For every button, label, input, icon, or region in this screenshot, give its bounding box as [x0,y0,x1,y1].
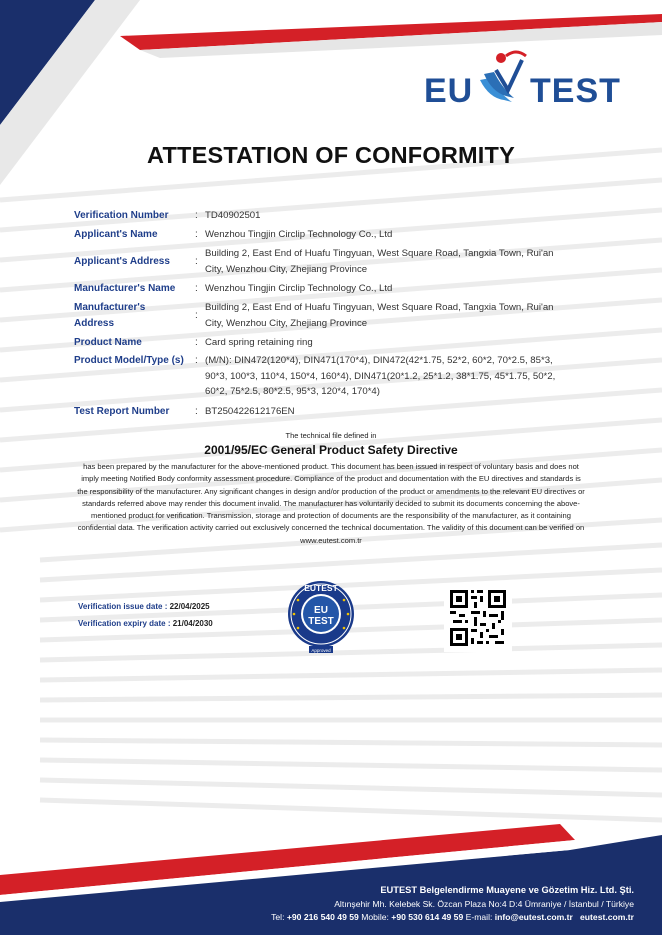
issue-date-label: Verification issue date [78,602,163,611]
footer-mobile: +90 530 614 49 59 [391,912,464,922]
verification-issue-date: Verification issue date : 22/04/2025 [78,602,210,611]
qr-code [444,584,512,652]
footer-company: EUTEST Belgelendirme Muayene ve Gözetim Hiz. Ltd. Şti. [380,885,634,895]
directive-title: 2001/95/EC General Product Safety Directive [204,443,458,457]
field-colon: : [195,310,198,321]
field-label: Verification Number [74,210,169,221]
field-colon: : [195,337,198,348]
logo-book-icon [474,50,529,110]
seal-center-bottom: TEST [308,616,334,627]
field-label: Manufacturer's Address [74,302,146,329]
field-colon: : [195,355,198,366]
issue-date-value: 22/04/2025 [169,602,210,611]
page-title: ATTESTATION OF CONFORMITY [147,142,515,168]
field-colon: : [195,406,198,417]
footer-website[interactable]: eutest.com.tr [580,912,634,922]
expiry-date-value: 21/04/2030 [172,619,213,628]
seal-ribbon-text: Approved [311,648,331,653]
seal-center-top: EU [314,605,328,616]
technical-file-intro: The technical file defined in [285,431,377,440]
field-colon: : [195,229,198,240]
field-value: BT250422612176EN [205,406,295,417]
field-label: Applicant's Address [74,256,170,267]
field-label: Test Report Number [74,406,170,417]
field-label: Manufacturer's Name [74,283,176,294]
attestation-body-text: has been prepared by the manufacturer for the above-mentioned product. This document has been issued in respect of voluntary basis and does not imply meeting Notified Body conformity assessment procedure. Compliance of the product and documentation with the EU directives and standards is the responsibility of the manufacturer. Any significant changes in design and/or production of the product or amendments to the relevant EU directives or standards referred above may render this document invalid. The manufacturer has voluntarily decided to submit its documents concerning the above-mentioned product for verification. Transmission, storage and protection of documents are the responsibility of the manufacturer, as it containing confidential data. The verification activity carried out exclusively concerned the technical documentation. The validity of this document can be verified on www.eutest.com.tr [77,462,585,545]
field-label: Applicant's Name [74,229,158,240]
footer-contact [271,912,634,922]
verification-expiry-date: Verification expiry date : 21/04/2030 [78,619,213,628]
footer-tel: +90 216 540 49 59 [286,912,359,922]
seal-top-text: EUTEST [304,583,338,593]
footer-mobile-label: Mobile: [361,912,389,922]
footer-tel-label: Tel: [271,912,285,922]
field-value: (M/N): DIN472(120*4), DIN471(170*4), DIN472(42*1.75, 52*2, 60*2, 70*2.5, 85*3, 90*3, 100*3, 110*4, 150*4, 160*4), DIN471(20*1.2, 25*1.2, 38*1.75, 45*1.75, 50*2, 60*2, 75*2.5, 80*2.5, 95*3, 120*4, 170*4) [205,355,556,397]
field-label: Product Name [74,337,142,348]
expiry-date-label: Verification expiry date [78,619,166,628]
footer-email-label: E-mail: [465,912,493,922]
field-value: Card spring retaining ring [205,337,313,348]
footer-email[interactable]: info@eutest.com.tr [494,912,573,922]
field-value: Building 2, East End of Huafu Tingyuan, West Square Road, Tangxia Town, Rui'an City, Wenzhou City, Zhejiang Province [205,248,554,275]
field-colon: : [195,283,198,294]
field-label: Product Model/Type (s) [74,355,184,366]
field-colon: : [195,210,198,221]
eutest-seal-stamp [286,578,358,656]
eutest-logo [424,50,624,110]
footer-address: Altınşehir Mh. Kelebek Sk. Özcan Plaza No:4 D:4 Ümraniye / İstanbul / Türkiye [334,899,634,909]
logo-text-test: TEST [530,72,621,110]
field-value: TD40902501 [205,210,261,221]
field-value: Wenzhou Tingjin Circlip Technology Co., Ltd [205,229,393,240]
field-colon: : [195,256,198,267]
logo-text-eu: EU [424,72,474,110]
field-value: Wenzhou Tingjin Circlip Technology Co., Ltd [205,283,393,294]
field-value: Building 2, East End of Huafu Tingyuan, West Square Road, Tangxia Town, Rui'an City, Wenzhou City, Zhejiang Province [205,302,554,329]
